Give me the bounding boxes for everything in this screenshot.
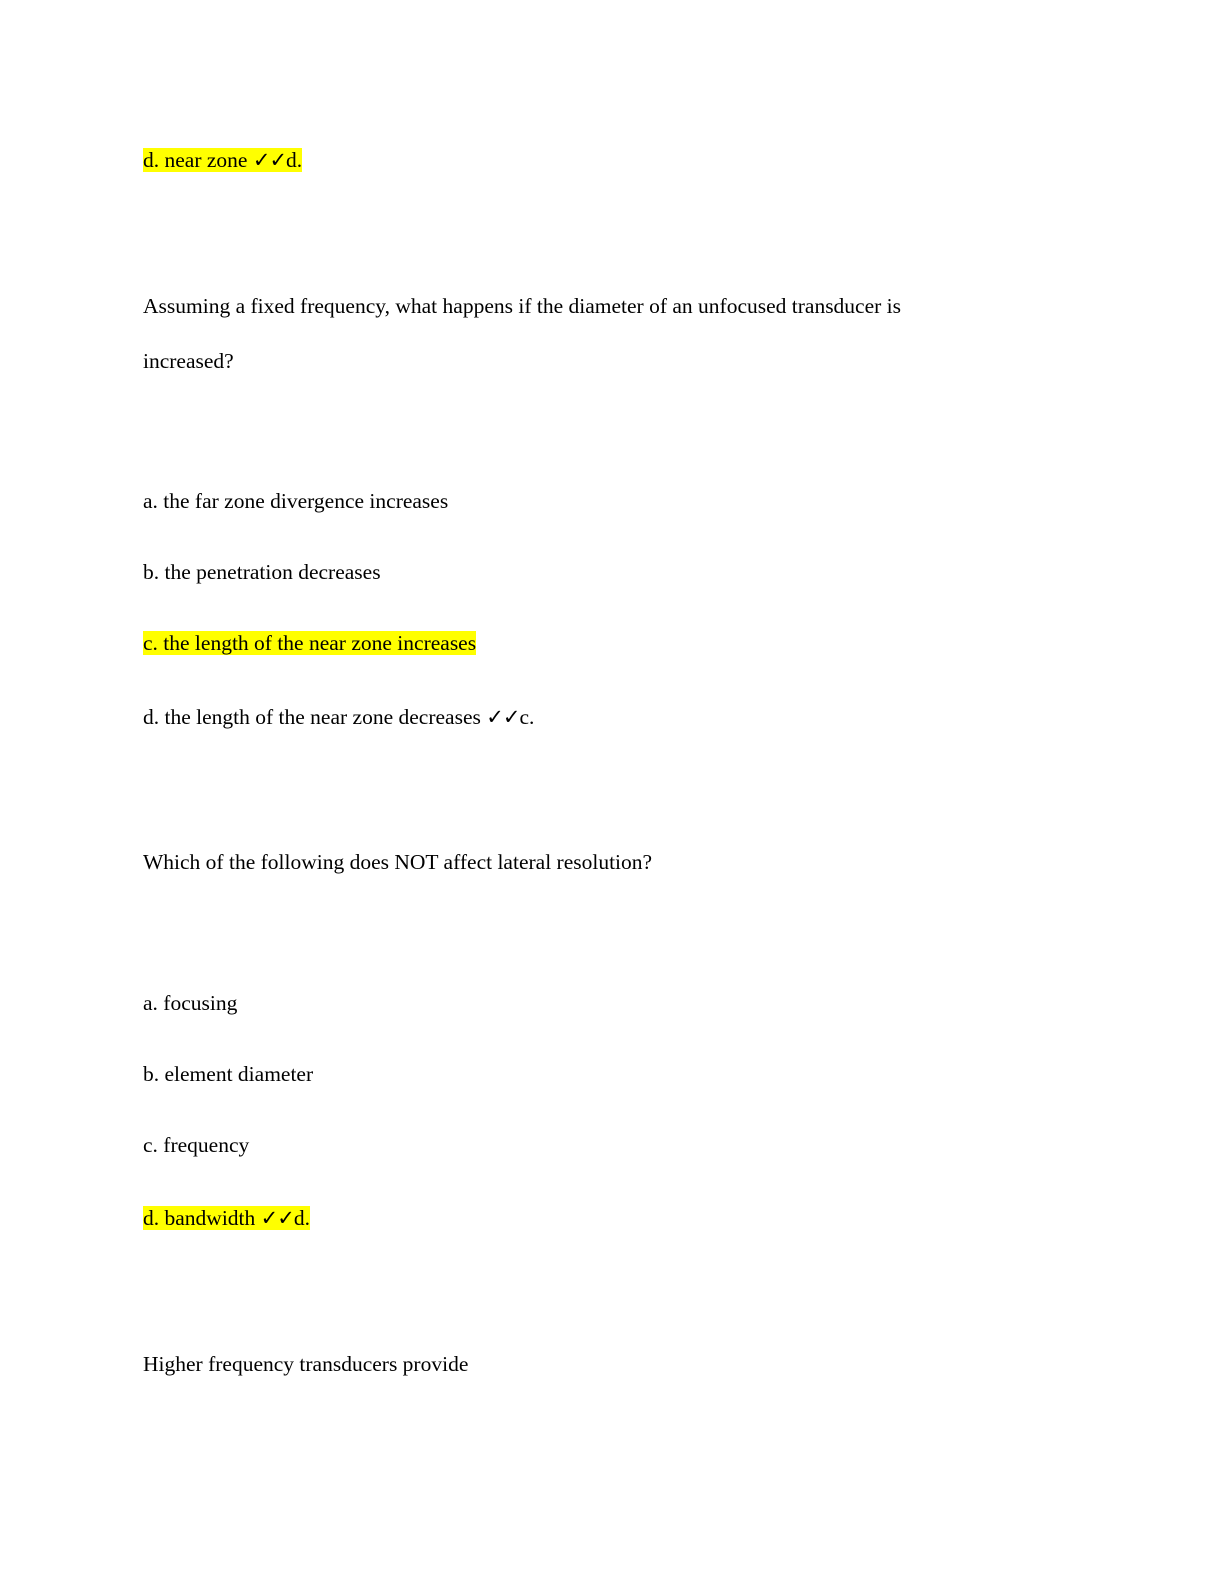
option-b: b. element diameter [143, 1062, 314, 1086]
option-d [143, 701, 534, 733]
option-d-correct [143, 1202, 310, 1234]
option-text: d. bandwidth [143, 1206, 261, 1230]
option-c-correct [143, 627, 476, 659]
highlight-mark [143, 148, 302, 172]
option-b: b. the penetration decreases [143, 560, 381, 584]
option-a: a. focusing [143, 991, 238, 1015]
option-a: a. the far zone divergence increases [143, 489, 449, 513]
answer-key: d. [293, 1206, 310, 1230]
question-text: Higher frequency transducers provide [143, 1352, 469, 1376]
answer-key: c. [519, 705, 535, 729]
option-text: d. the length of the near zone decreases [143, 705, 487, 729]
highlight-mark: c. the length of the near zone increases [143, 631, 477, 655]
option-c: c. frequency [143, 1133, 250, 1157]
double-check-icon: ✓✓ [260, 1206, 294, 1230]
highlight-mark [143, 1206, 310, 1230]
answer-key: d. [286, 148, 303, 172]
double-check-icon: ✓✓ [486, 705, 520, 729]
double-check-icon: ✓✓ [252, 148, 287, 172]
answer-text: d. near zone [143, 148, 253, 172]
question-text-line-1: Assuming a fixed frequency, what happens if the diameter of an unfocused transducer is [143, 294, 902, 318]
question-text-line-2: increased? [143, 349, 234, 373]
prev-answer-d [143, 144, 302, 176]
question-text: Which of the following does NOT affect lateral resolution? [143, 850, 653, 874]
